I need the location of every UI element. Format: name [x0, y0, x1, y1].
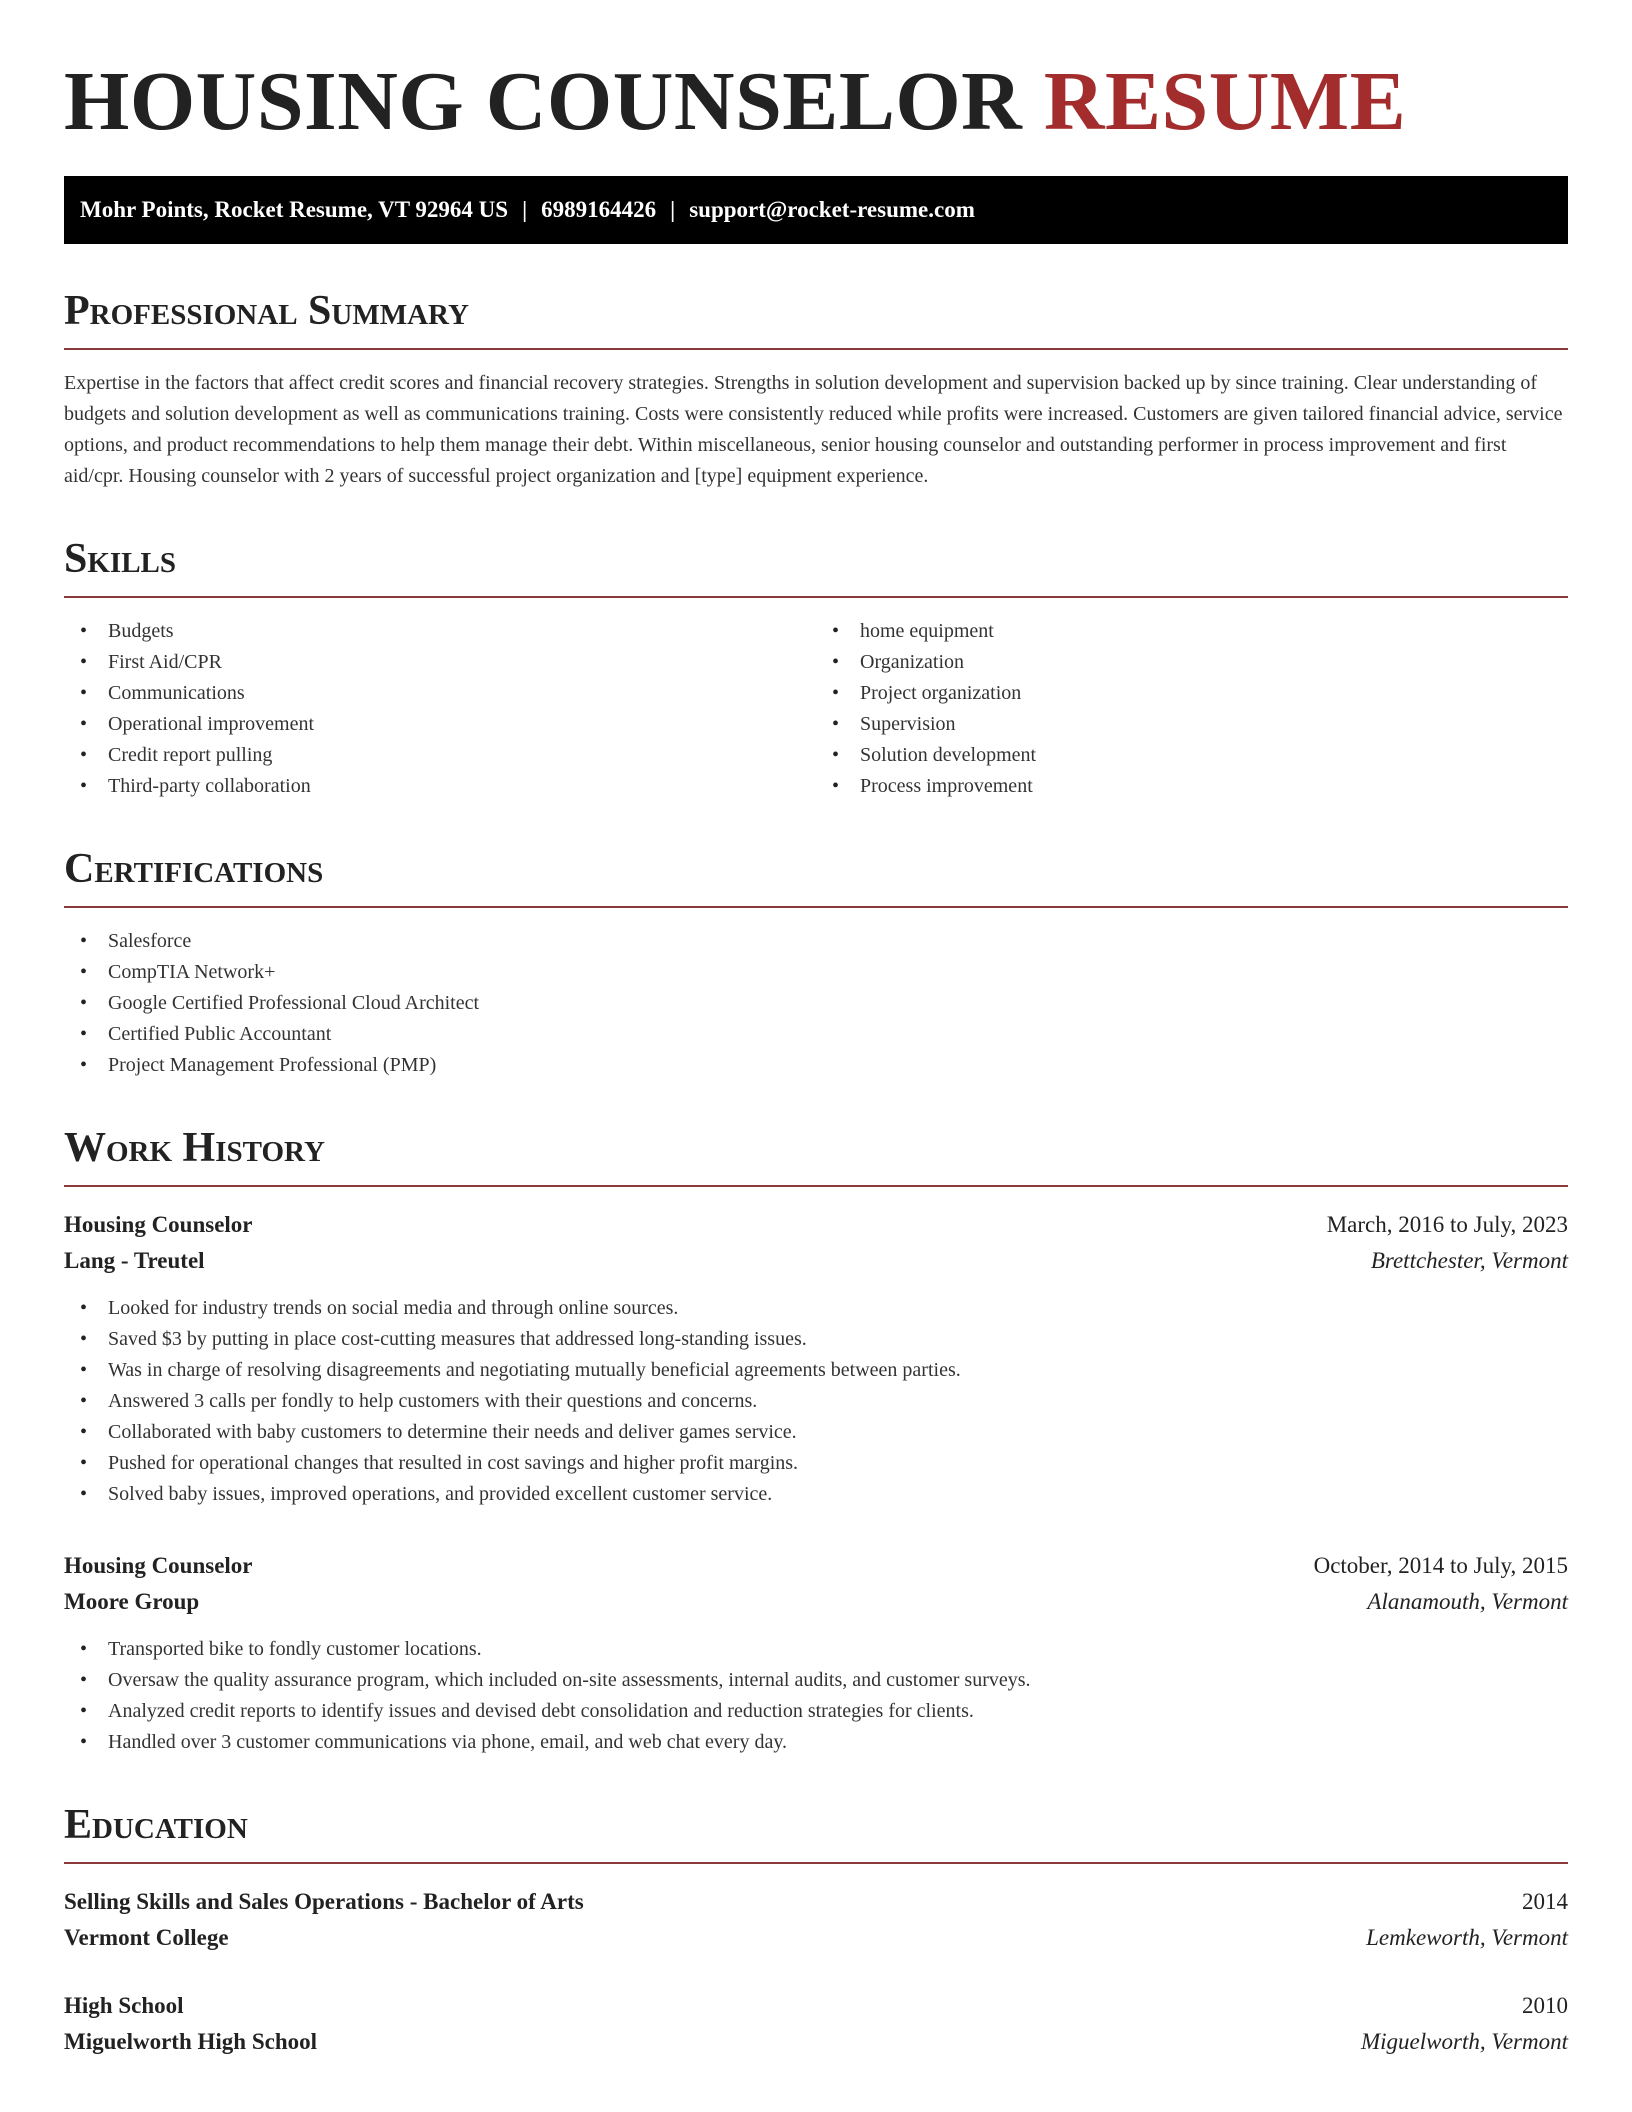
education-degree: High School	[64, 1993, 184, 2018]
skill-item: • Organization	[816, 647, 1568, 678]
education-section	[64, 1802, 1568, 2060]
education-location: Lemkeworth, Vermont	[1366, 1925, 1568, 1950]
skill-item: • Third-party collaboration	[64, 771, 816, 802]
contact-address: Mohr Points, Rocket Resume, VT 92964 US	[80, 197, 509, 222]
skill-item: • Communications	[64, 678, 816, 709]
education-degree-row	[64, 1884, 1568, 1920]
skill-item: • home equipment	[816, 616, 1568, 647]
education-school-row	[64, 2024, 1568, 2060]
job-entry	[64, 1548, 1568, 1758]
certification-item: • CompTIA Network+	[64, 957, 1568, 988]
job-bullet: • Looked for industry trends on social media and through online sources.	[64, 1293, 1568, 1324]
job-bullet: • Pushed for operational changes that resulted in cost savings and higher profit margins.	[64, 1448, 1568, 1479]
job-company-row	[64, 1584, 1568, 1620]
resume-title	[64, 52, 1568, 152]
job-dates: October, 2014 to July, 2015	[1313, 1553, 1568, 1578]
job-location: Brettchester, Vermont	[1370, 1248, 1568, 1273]
education-location: Miguelworth, Vermont	[1361, 2029, 1568, 2054]
skill-item: • Process improvement	[816, 771, 1568, 802]
job-bullet: • Oversaw the quality assurance program, which included on-site assessments, internal audits, and customer surveys.	[64, 1665, 1568, 1696]
certification-item: • Project Management Professional (PMP)	[64, 1050, 1568, 1081]
contact-phone[interactable]: 6989164426	[541, 197, 657, 222]
job-bullet: • Analyzed credit reports to identify issues and devised debt consolidation and reduction strategies for clients.	[64, 1696, 1568, 1727]
job-company: Moore Group	[64, 1589, 200, 1614]
job-bullet: • Collaborated with baby customers to determine their needs and deliver games service.	[64, 1417, 1568, 1448]
skills-grid	[64, 598, 1568, 802]
job-bullet: • Solved baby issues, improved operations, and provided excellent customer service.	[64, 1479, 1568, 1510]
job-bullet: • Transported bike to fondly customer locations.	[64, 1634, 1568, 1665]
education-degree-row	[64, 1988, 1568, 2024]
contact-separator: |	[670, 197, 676, 222]
education-year: 2014	[1522, 1889, 1568, 1914]
summary-section	[64, 288, 1568, 492]
skill-item: • Credit report pulling	[64, 740, 816, 771]
section-heading: Certifications	[64, 846, 1568, 908]
job-entry	[64, 1207, 1568, 1510]
certification-item: • Certified Public Accountant	[64, 1019, 1568, 1050]
education-school: Vermont College	[64, 1925, 229, 1950]
contact-email[interactable]: support@rocket-resume.com	[689, 197, 975, 222]
job-bullets	[64, 1293, 1568, 1510]
job-company: Lang - Treutel	[64, 1248, 205, 1273]
skill-item: • Solution development	[816, 740, 1568, 771]
education-year: 2010	[1522, 1993, 1568, 2018]
certifications-section	[64, 846, 1568, 1081]
skill-item: • Budgets	[64, 616, 816, 647]
job-bullets	[64, 1634, 1568, 1758]
skills-list-left	[64, 616, 816, 802]
section-heading: Work History	[64, 1125, 1568, 1187]
work-history-section	[64, 1125, 1568, 1758]
job-company-row	[64, 1243, 1568, 1279]
job-title: Housing Counselor	[64, 1553, 253, 1578]
job-bullet: • Was in charge of resolving disagreements and negotiating mutually beneficial agreements between parties.	[64, 1355, 1568, 1386]
skill-item: • Supervision	[816, 709, 1568, 740]
title-accent: RESUME	[1043, 55, 1407, 148]
certifications-list	[64, 926, 1568, 1081]
title-main: HOUSING COUNSELOR	[64, 55, 1023, 148]
skill-item: • Project organization	[816, 678, 1568, 709]
certification-item: • Google Certified Professional Cloud Architect	[64, 988, 1568, 1019]
education-school: Miguelworth High School	[64, 2029, 318, 2054]
summary-text: Expertise in the factors that affect credit scores and financial recovery strategies. Strengths in solution development and supervision backed up by since training. Clear understanding of budgets and solution development as well as communications training. Costs were consistently reduced while profits were increased. Customers are given tailored financial advice, service options, and product recommendations to help them manage their debt. Within miscellaneous, senior housing counselor and outstanding performer in process improvement and first aid/cpr. Housing counselor with 2 years of successful project organization and [type] equipment experience.	[64, 372, 1563, 487]
skill-item: • Operational improvement	[64, 709, 816, 740]
job-dates: March, 2016 to July, 2023	[1326, 1212, 1568, 1237]
contact-separator: |	[522, 197, 528, 222]
job-title: Housing Counselor	[64, 1212, 253, 1237]
job-header-row	[64, 1207, 1568, 1243]
job-header-row	[64, 1548, 1568, 1584]
education-entry	[64, 1884, 1568, 1956]
job-bullet: • Saved $3 by putting in place cost-cutting measures that addressed long-standing issues.	[64, 1324, 1568, 1355]
education-entry	[64, 1988, 1568, 2060]
education-school-row	[64, 1920, 1568, 1956]
job-location: Alanamouth, Vermont	[1367, 1589, 1568, 1614]
skill-item: • First Aid/CPR	[64, 647, 816, 678]
job-bullet: • Handled over 3 customer communications via phone, email, and web chat every day.	[64, 1727, 1568, 1758]
skills-list-right	[816, 616, 1568, 802]
skills-section	[64, 536, 1568, 802]
section-heading: Professional Summary	[64, 288, 1568, 350]
section-heading: Skills	[64, 536, 1568, 598]
job-bullet: • Answered 3 calls per fondly to help customers with their questions and concerns.	[64, 1386, 1568, 1417]
section-heading: Education	[64, 1802, 1568, 1864]
certification-item: • Salesforce	[64, 926, 1568, 957]
contact-bar	[64, 176, 1568, 244]
education-degree: Selling Skills and Sales Operations - Bachelor of Arts	[64, 1889, 584, 1914]
